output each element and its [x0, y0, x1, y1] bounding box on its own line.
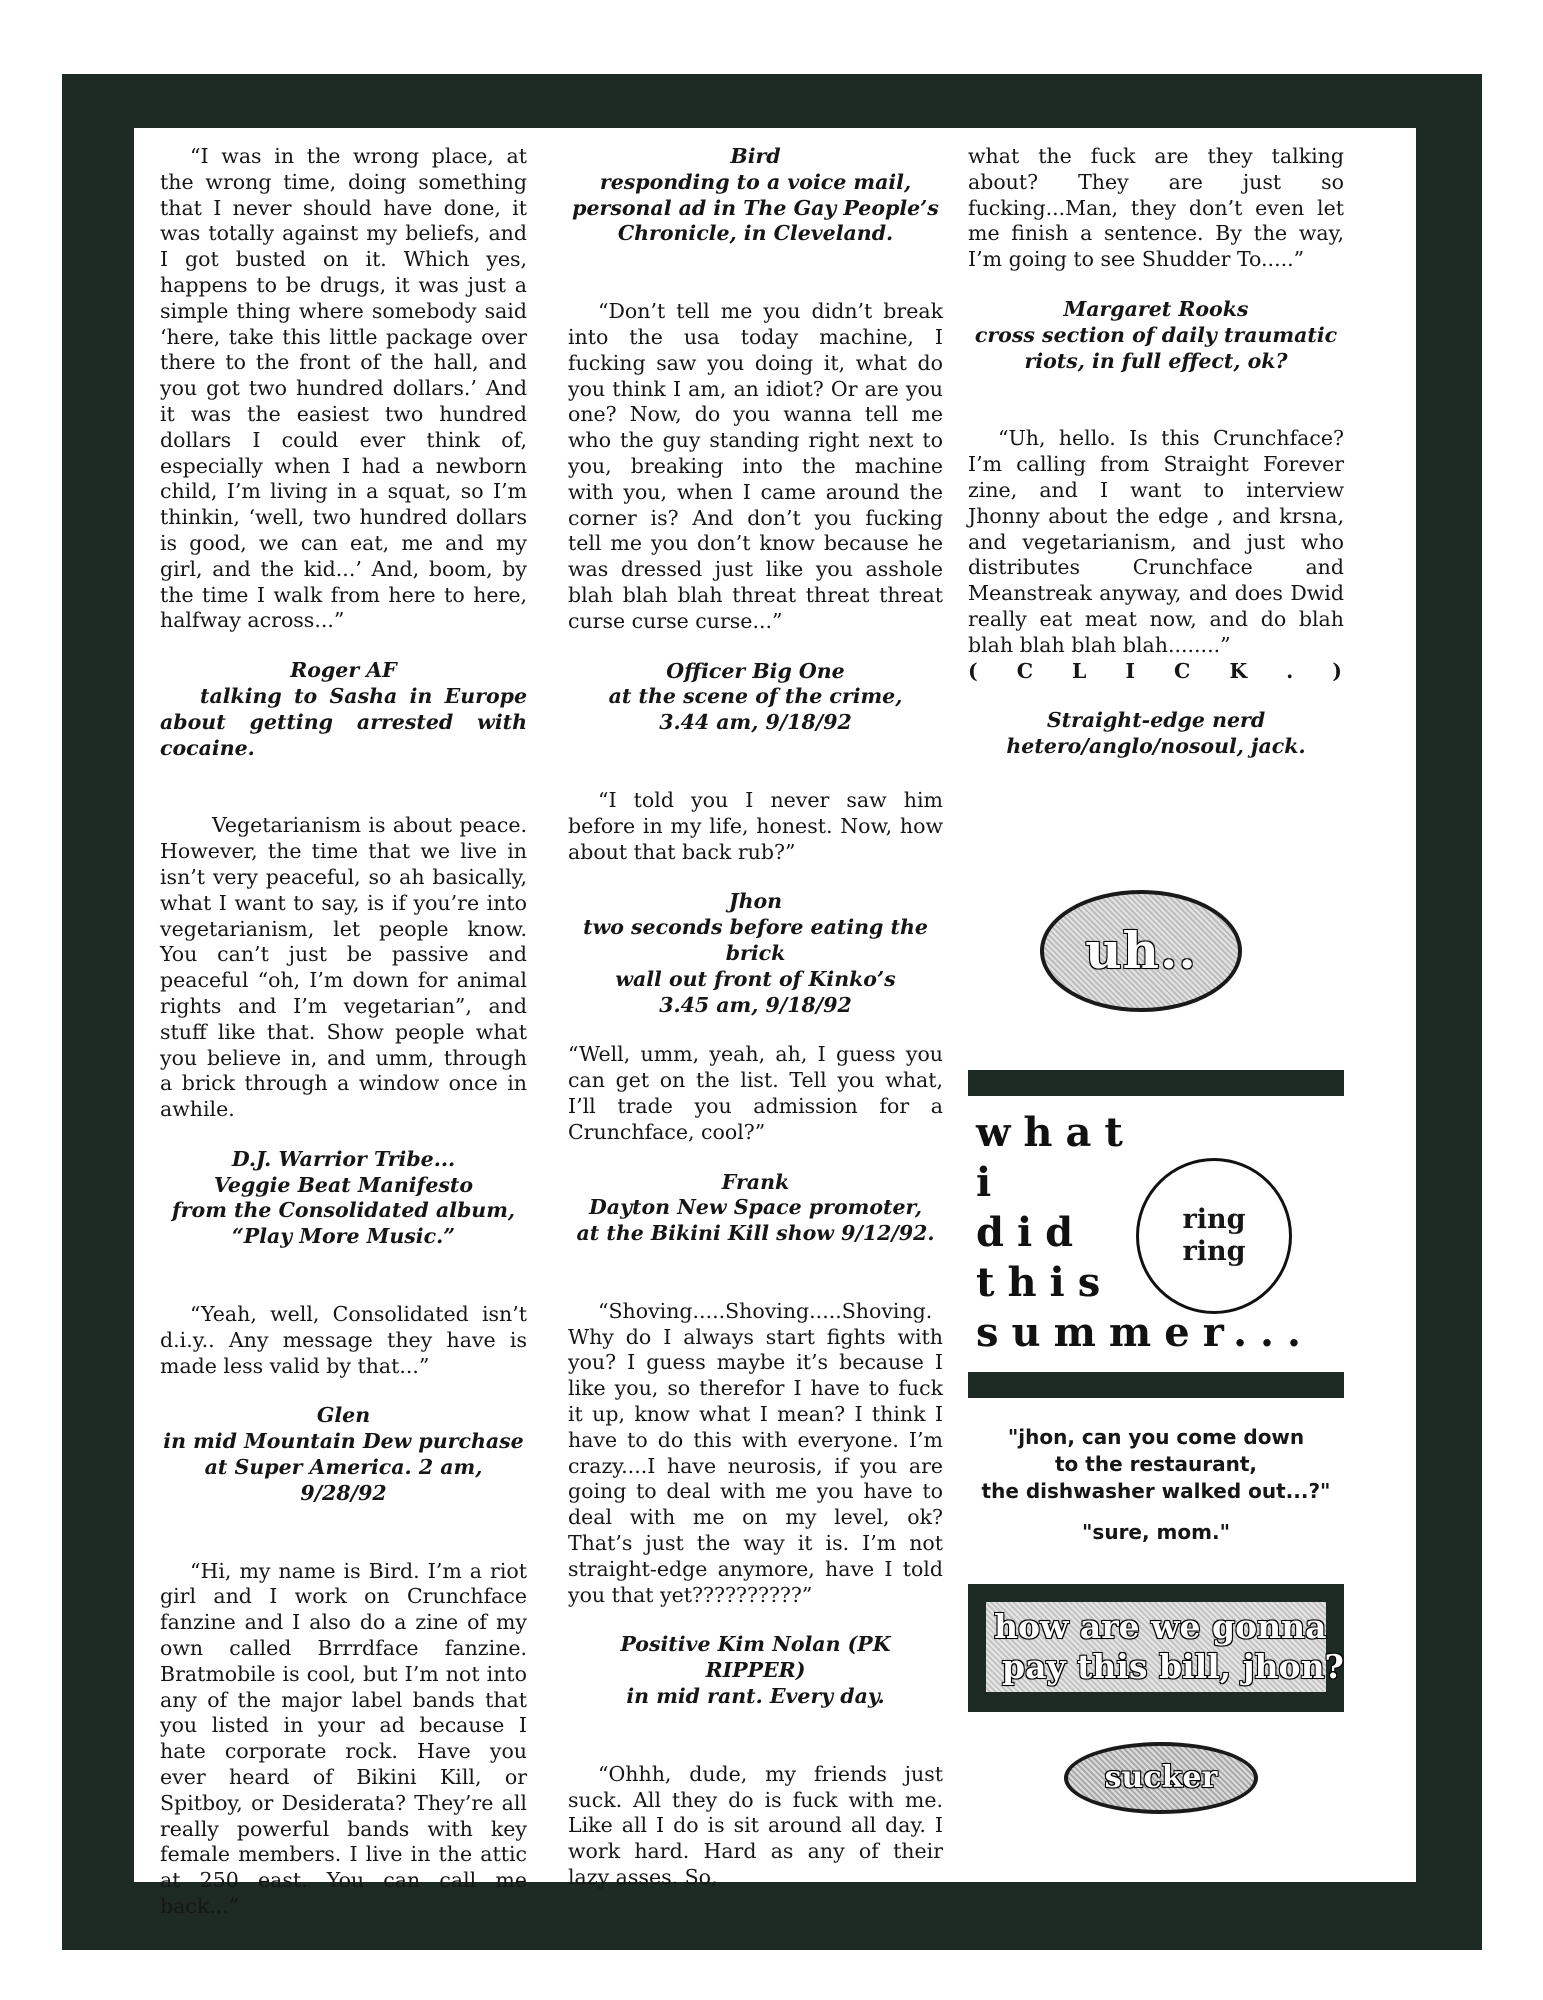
what-i-did-line: what: [976, 1109, 1136, 1156]
ring-text: ring: [1182, 1236, 1246, 1267]
attribution-name: Margaret Rooks: [1063, 296, 1249, 321]
column-right: [968, 144, 1344, 1864]
uh-oval-graphic: [1040, 890, 1242, 1012]
attribution-line: “Play More Music.”: [231, 1224, 455, 1249]
ring-text: ring: [1182, 1204, 1246, 1235]
what-i-did-line: this: [976, 1259, 1114, 1306]
sucker-oval-graphic: [1064, 1742, 1258, 1814]
column-middle: [568, 144, 943, 1891]
quote-paragraph: “Well, umm, yeah, ah, I guess you can get on the list. Tell you what, I’ll trade you admission for a Crunchface, cool?”: [568, 1042, 943, 1144]
attribution-line: 3.44 am, 9/18/92: [659, 710, 852, 735]
attribution-line: from the Consolidated album,: [171, 1198, 516, 1223]
attribution-name: D.J. Warrior Tribe...: [231, 1146, 456, 1171]
quote-paragraph: “Don’t tell me you didn’t break into the usa today machine, I fucking saw you doing it, what do you think I am, an idiot? Or are you one? Now, do you wanna tell me who the guy standing right next to you, breaking into the machine with you, when I came around the corner is? And don’t you fucking tell me you don’t know because he was dressed just like you asshole blah blah blah threat threat threat curse curse curse...”: [568, 299, 943, 633]
attribution-line: in mid rant. Every day.: [626, 1684, 885, 1709]
attribution-line: Chronicle, in Cleveland.: [617, 221, 894, 246]
attribution-line: in mid Mountain Dew purchase: [163, 1429, 524, 1454]
mom-quote: [968, 1424, 1344, 1546]
attribution-name: Officer Big One: [666, 658, 845, 683]
what-i-did-line: summer...: [976, 1309, 1314, 1356]
attribution-name: Glen: [316, 1403, 371, 1428]
bill-box-graphic: [968, 1584, 1344, 1712]
what-i-did-line: i: [976, 1159, 1005, 1206]
attribution-line: at Super America. 2 am, 9/28/92: [204, 1455, 483, 1505]
attribution-name: Jhon: [728, 889, 783, 914]
attribution-line: cross section of daily traumatic: [974, 322, 1338, 347]
ring-ring-circle: [1136, 1158, 1292, 1314]
quote-paragraph: “Uh, hello. Is this Crunchface? I’m calling from Straight Forever zine, and I want to interview Jhonny about the edge , and krsna, and vegetarianism, and just who distributes Crunchface and Meanstreak anyway, and does Dwid really eat meat now, and do blah blah blah blah blah........”: [968, 426, 1344, 657]
quote-paragraph: “Ohhh, dude, my friends just suck. All they do is fuck with me. Like all I do is sit around all day. I work hard. Hard as any of their lazy asses. So,: [568, 1761, 943, 1890]
click-text: ( C L I C K . ): [968, 658, 1344, 683]
bill-text-line: pay this bill, jhon?: [1002, 1647, 1344, 1686]
black-bar-bottom: [968, 1372, 1344, 1398]
attribution-line: personal ad in The Gay People’s: [572, 195, 939, 220]
page-border-frame: [62, 74, 1482, 1950]
attribution-name: Frank: [721, 1169, 790, 1194]
attribution-name: Positive Kim Nolan (PK RIPPER): [620, 1632, 891, 1683]
attribution-line: at the Bikini Kill show 9/12/92.: [576, 1221, 935, 1246]
black-bar-top: [968, 1070, 1344, 1096]
what-i-did-line: did: [976, 1209, 1087, 1256]
sucker-text: sucker: [1104, 1760, 1218, 1796]
quote-paragraph: Vegetarianism is about peace. However, the time that we live in isn’t very peaceful, so ah basically, what I want to say, is if you’re into vegetarianism, let people know. You can’t just be passive and peaceful “oh, I’m down for animal rights and I’m vegetarian”, and stuff like that. Show people what you believe in, and umm, through a brick through a window once in awhile.: [160, 813, 527, 1122]
attribution-line: responding to a voice mail,: [599, 169, 912, 194]
attribution-line: two seconds before eating the brick: [583, 915, 928, 965]
quote-paragraph: what the fuck are they talking about? They are just so fucking...Man, they don’t even let me finish a sentence. By the way, I’m going to see Shudder To.....”: [968, 144, 1344, 272]
quote-paragraph: “Yeah, well, Consolidated isn’t d.i.y.. Any message they have is made less valid by that...”: [160, 1302, 527, 1378]
quote-paragraph: “Hi, my name is Bird. I’m a riot girl and I work on Crunchface fanzine and I also do a zine of my own called Brrrdface fanzine. Bratmobile is cool, but I’m not into any of the major label bands that you listed in your ad because I hate corporate rock. Have you ever heard of Bikini Kill, or Spitboy, or Desiderata? They’re all really powerful bands with key female members. I live in the attic at 250 east. You can call me back...”: [160, 1558, 527, 1919]
uh-text: uh..: [1085, 921, 1197, 981]
attribution-name: Roger AF: [290, 658, 397, 683]
attribution-line: 3.45 am, 9/18/92: [659, 992, 852, 1017]
attribution-line: Dayton New Space promoter,: [589, 1195, 922, 1220]
page-content-area: [134, 128, 1416, 1919]
attribution-name: Bird: [730, 144, 781, 168]
attribution-line: at the scene of the crime,: [608, 684, 903, 709]
mom-quote-line: "jhon, can you come down: [1007, 1425, 1305, 1449]
attribution-description: talking to Sasha in Europe about getting arrested with cocaine.: [160, 683, 527, 760]
mom-reply: "sure, mom.": [1082, 1520, 1230, 1544]
attribution-name: Straight-edge nerd: [1046, 708, 1266, 733]
quote-paragraph: “I told you I never saw him before in my life, honest. Now, how about that back rub?”: [568, 787, 943, 864]
attribution-line: wall out front of Kinko’s: [615, 966, 896, 991]
bill-box-inner: [986, 1602, 1344, 1692]
quote-paragraph: “Shoving.....Shoving.....Shoving. Why do I always start fights with you? I guess maybe it’s because I like you, so therefor I have to fuck it up, know what I mean? I think I have to do this with everyone. I’m crazy....I have neurosis, if you are going to deal with me you have to deal with me on my level, ok? That’s just the way it is. I’m not straight-edge anymore, have I told you that yet??????????”: [568, 1298, 943, 1607]
mom-quote-line: the dishwasher walked out...?": [981, 1479, 1331, 1503]
mom-quote-line: to the restaurant,: [1055, 1452, 1257, 1476]
attribution-line: Veggie Beat Manifesto: [213, 1172, 474, 1197]
quote-paragraph: “I was in the wrong place, at the wrong time, doing something that I never should have done, it was totally against my beliefs, and I got busted on it. Which yes, happens to be drugs, it was just a simple thing where somebody said ‘here, take this little package over there to the front of the hall, and you got two hundred dollars.’ And it was the easiest two hundred dollars I could ever think of, especially when I had a newborn child, I’m living in a squat, so I’m thinkin, ‘well, two hundred dollars is good, we can eat, me and my girl, and the kid...’ And, boom, by the time I walk from here to here, halfway across...”: [160, 144, 527, 633]
attribution-line: riots, in full effect, ok?: [1024, 348, 1288, 373]
bill-text-line: how are we gonna: [994, 1607, 1327, 1646]
column-left: [160, 144, 527, 1920]
attribution-line: hetero/anglo/nosoul, jack.: [1006, 734, 1306, 759]
